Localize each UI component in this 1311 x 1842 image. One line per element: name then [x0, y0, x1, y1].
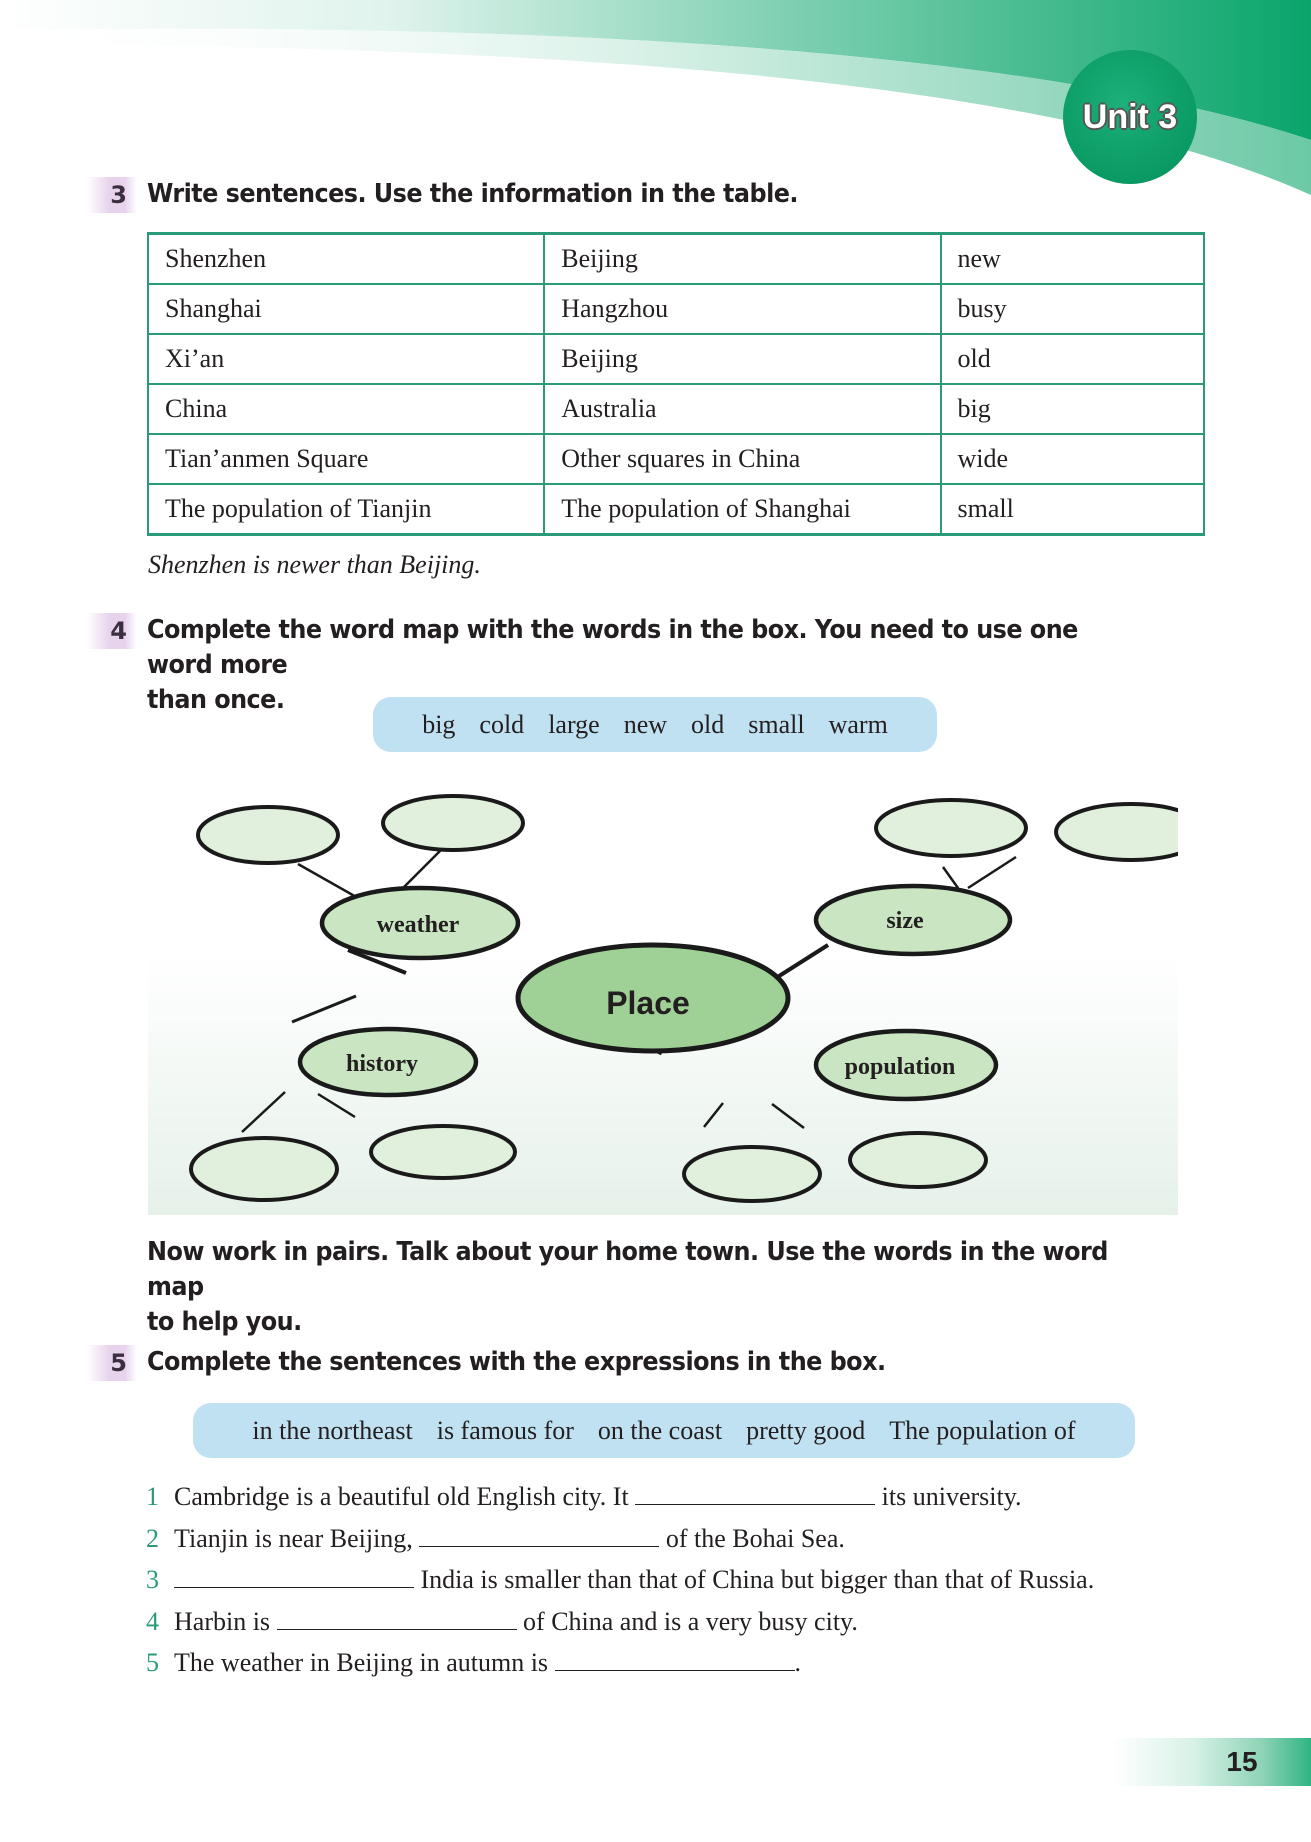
box-word: warm — [828, 709, 888, 739]
exercise-4-number: 4 — [87, 613, 137, 649]
blank-bubble[interactable] — [876, 800, 1026, 856]
table-cell: small — [941, 484, 1204, 535]
table-row — [148, 384, 1204, 434]
answer-blank[interactable] — [555, 1646, 795, 1671]
sentence-item — [146, 1559, 1094, 1601]
table-cell: Beijing — [544, 234, 940, 285]
sentence-text-after: India is smaller than that of China but bigger than that of Russia. — [414, 1565, 1095, 1594]
blank-bubble[interactable] — [684, 1147, 820, 1201]
exercise-3-instruction: Write sentences. Use the information in the table. — [147, 179, 798, 209]
sentence-text-after: . — [794, 1648, 802, 1677]
box-expression: pretty good — [746, 1415, 866, 1445]
sentence-item — [146, 1518, 1094, 1560]
box-expression: is famous for — [436, 1415, 574, 1445]
table-row — [148, 234, 1204, 285]
exercise-4-instruction-line2: than once. — [147, 685, 285, 715]
table-cell: The population of Shanghai — [544, 484, 940, 535]
sentence-item — [146, 1476, 1094, 1518]
comparison-table — [147, 232, 1205, 536]
table-row — [148, 284, 1204, 334]
table-cell: Other squares in China — [544, 434, 940, 484]
sentence-text-after: of China and is a very busy city. — [516, 1606, 858, 1636]
table-cell: Hangzhou — [544, 284, 940, 334]
sentence-list — [146, 1476, 1094, 1684]
branch-label-population: population — [844, 1054, 956, 1080]
table-cell: wide — [941, 434, 1204, 484]
sentence-number: 3 — [146, 1565, 159, 1594]
answer-blank[interactable] — [419, 1522, 659, 1547]
table-cell: Xi’an — [148, 334, 544, 384]
blank-bubble[interactable] — [383, 796, 523, 850]
sentence-number: 2 — [146, 1523, 159, 1553]
box-word: old — [691, 709, 725, 739]
blank-bubble[interactable] — [191, 1138, 337, 1200]
box-word: big — [422, 709, 456, 739]
word-box — [373, 697, 937, 752]
sentence-text-before: Cambridge is a beautiful old English city. It — [174, 1482, 636, 1511]
branch-label-size: size — [886, 908, 924, 934]
sentence-number: 5 — [146, 1648, 159, 1677]
sentence-item — [146, 1601, 1094, 1643]
sentence-text-before: Tianjin is near Beijing, — [174, 1523, 420, 1553]
table-cell: Shenzhen — [148, 234, 544, 285]
sentence-text-after: of the Bohai Sea. — [659, 1523, 845, 1553]
sentence-number: 1 — [146, 1482, 159, 1511]
box-word: small — [748, 709, 805, 739]
table-cell: Tian’anmen Square — [148, 434, 544, 484]
branch-label-history: history — [346, 1051, 418, 1077]
blank-bubble[interactable] — [1056, 804, 1178, 860]
box-expression: in the northeast — [252, 1415, 413, 1445]
box-expression: The population of — [889, 1415, 1076, 1445]
sentence-number: 4 — [146, 1606, 159, 1636]
expression-box — [193, 1403, 1135, 1458]
unit-badge — [1063, 50, 1197, 184]
table-cell: big — [941, 384, 1204, 434]
blank-bubble[interactable] — [198, 807, 338, 863]
answer-blank[interactable] — [277, 1605, 517, 1630]
exercise-5-number: 5 — [87, 1345, 137, 1381]
table-cell: old — [941, 334, 1204, 384]
box-word: new — [623, 709, 668, 739]
sentence-text-after: its university. — [875, 1482, 1022, 1511]
exercise-5-instruction: Complete the sentences with the expressions in the box. — [147, 1347, 886, 1377]
center-label: Place — [606, 985, 690, 1021]
page-number: 15 — [1226, 1746, 1258, 1777]
table-row — [148, 484, 1204, 535]
box-expression: on the coast — [597, 1415, 723, 1445]
example-sentence: Shenzhen is newer than Beijing. — [148, 550, 481, 579]
blank-bubble[interactable] — [850, 1133, 986, 1187]
table-row — [148, 334, 1204, 384]
pair-work-line2: to help you. — [147, 1307, 302, 1337]
exercise-3-number: 3 — [87, 177, 137, 213]
branch-label-weather: weather — [376, 912, 460, 938]
exercise-4-instruction-line1: Complete the word map with the words in the box. You need to use one word more — [147, 615, 1078, 680]
table-cell: The population of Tianjin — [148, 484, 544, 535]
pair-work-line1: Now work in pairs. Talk about your home town. Use the words in the word map — [147, 1237, 1108, 1302]
box-word: large — [548, 709, 600, 739]
box-word: cold — [479, 709, 525, 739]
table-cell: new — [941, 234, 1204, 285]
unit-label: Unit 3 — [1082, 97, 1178, 136]
pair-work-instruction — [147, 1235, 1131, 1340]
table-cell: busy — [941, 284, 1204, 334]
table-cell: Shanghai — [148, 284, 544, 334]
answer-blank[interactable] — [635, 1480, 875, 1505]
answer-blank[interactable] — [174, 1563, 414, 1588]
table-row — [148, 434, 1204, 484]
table-cell: Australia — [544, 384, 940, 434]
word-map — [148, 770, 1178, 1220]
sentence-item — [146, 1642, 1094, 1684]
sentence-text-before: Harbin is — [174, 1606, 277, 1636]
sentence-text-before: The weather in Beijing in autumn is — [174, 1648, 555, 1677]
table-cell: Beijing — [544, 334, 940, 384]
blank-bubble[interactable] — [371, 1126, 515, 1178]
table-cell: China — [148, 384, 544, 434]
